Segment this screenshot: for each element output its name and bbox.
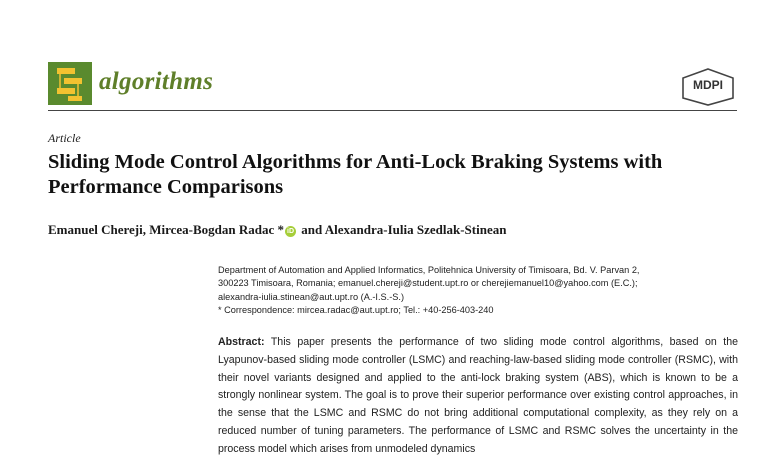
abstract-label: Abstract: xyxy=(218,336,265,348)
authors-part2: and Alexandra-Iulia Szedlak-Stinean xyxy=(298,222,507,237)
article-type: Article xyxy=(48,131,81,145)
abstract-text: This paper presents the performance of two sliding mode control algorithms, based on the Lyapunov-based sliding mode controller (LSMC) and reaching-law-based sliding mode controller (RSMC), with their novel variants designed and applied to the anti-lock braking system (ABS), which is known to be a strongly nonlinear system. The goal is to prove their superior performance over existing control approaches, in the sense that the LSMC and RSMC do not bring additional computational complexity, as they rely on a reduced number of tuning parameters. The performance of LSMC and RSMC solves the uncertainty in the process model which arises from unmodeled dynamics xyxy=(218,336,738,455)
author-list xyxy=(48,222,506,238)
mdpi-logo-icon xyxy=(680,68,736,106)
correspondence-line: * Correspondence: mircea.radac@aut.upt.ro; Tel.: +40-256-403-240 xyxy=(218,305,494,316)
affiliation-line: 300223 Timisoara, Romania; emanuel.chereji@student.upt.ro or cherejiemanuel10@yahoo.com (E.C.); xyxy=(218,278,638,289)
header-divider xyxy=(48,110,737,111)
affiliation-line: alexandra-iulia.stinean@aut.upt.ro (A.-I.S.-S.) xyxy=(218,291,405,302)
authors-part1: Emanuel Chereji, Mircea-Bogdan Radac * xyxy=(48,222,285,237)
affiliation-block xyxy=(218,264,738,318)
journal-name: algorithms xyxy=(99,68,214,95)
journal-logo-icon xyxy=(48,62,92,105)
article-title: Sliding Mode Control Algorithms for Anti-Lock Braking Systems with Performance Comparisons xyxy=(48,151,663,198)
affiliation-line: Department of Automation and Applied Informatics, Politehnica University of Timisoara, Bd. V. Parvan 2, xyxy=(218,265,640,275)
orcid-icon[interactable]: iD xyxy=(287,228,295,235)
abstract-block xyxy=(218,334,738,459)
publisher-logo-text: MDPI xyxy=(693,78,723,92)
